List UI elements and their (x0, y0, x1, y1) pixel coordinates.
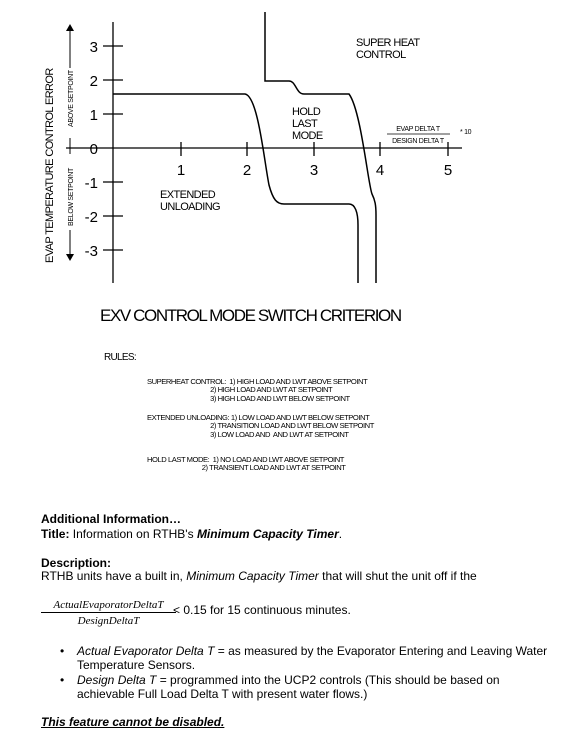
bullet1-text: = as measured by the Evaporator Entering and Leaving Water Temperature Sensors. (77, 644, 548, 672)
extended-region-label: UNLOADING (160, 201, 220, 213)
x-tick-label: 2 (242, 162, 252, 179)
y-tick-label: 3 (89, 39, 98, 56)
desc-emphasis: Minimum Capacity Timer (186, 569, 319, 583)
y-axis-label: EVAP TEMPERATURE CONTROL ERROR (44, 68, 56, 263)
y-tick-label: -2 (84, 209, 98, 226)
desc-prefix: RTHB units have a built in, (41, 569, 183, 583)
exv-control-diagram (0, 0, 574, 300)
title-prefix: Information on RTHB's (72, 527, 194, 541)
desc-suffix: that will shut the unit off if the (322, 569, 477, 583)
superheat-region-label: CONTROL (356, 49, 406, 61)
rules-header: RULES: (104, 352, 136, 363)
y-tick-label: 2 (89, 73, 98, 90)
up-arrow-icon (66, 24, 74, 31)
y-tick-label: -1 (84, 175, 98, 192)
bullet-dot: • (60, 644, 65, 658)
diagram-title: EXV CONTROL MODE SWITCH CRITERION (100, 306, 401, 325)
final-note: This feature cannot be disabled. (41, 715, 225, 729)
hold-last-mode-rules: HOLD LAST MODE: 1) NO LOAD AND LWT ABOVE SETPOINT 2) TRANSIENT LOAD AND LWT AT SETPOINT (147, 455, 346, 473)
bullet-dot: • (60, 673, 65, 687)
hold-region-label: MODE (292, 130, 323, 142)
ratio-multiplier: * 10 (460, 129, 472, 136)
y-tick-label: 1 (89, 107, 98, 124)
bullet-actual-delta-t (77, 644, 557, 672)
y-tick-label: -3 (84, 243, 98, 260)
below-setpoint-label: BELOW SETPOINT (68, 167, 75, 226)
fraction-denominator: DesignDeltaT (77, 615, 140, 627)
bullet2-emphasis: Design Delta T (77, 673, 157, 687)
title-emphasis: Minimum Capacity Timer (196, 527, 339, 541)
x-tick-label: 5 (443, 162, 453, 179)
x-tick-label: 3 (309, 162, 319, 179)
fraction-condition: < 0.15 for 15 continuous minutes. (173, 603, 351, 617)
info-title-line (41, 527, 342, 541)
additional-info-header: Additional Information… (41, 512, 181, 526)
extended-region-label: EXTENDED (160, 189, 216, 201)
description-text (41, 569, 477, 583)
title-suffix: . (338, 527, 343, 541)
above-setpoint-label: ABOVE SETPOINT (68, 70, 75, 127)
ratio-numerator: EVAP DELTA T (396, 126, 440, 133)
down-arrow-icon (66, 254, 74, 261)
hold-region-label: HOLD (292, 106, 321, 118)
fraction-numerator: ActualEvaporatorDeltaT (41, 599, 176, 613)
bullet2-text: = programmed into the UCP2 controls (This should be based on achievable Full Load Delta T with present water flows.) (77, 673, 500, 701)
x-tick-label: 1 (176, 162, 186, 179)
extended-unloading-rules: EXTENDED UNLOADING: 1) LOW LOAD AND LWT BELOW SETPOINT 2) TRANSITION LOAD AND LWT BELOW SETPOINT 3) LOW LOAD AND AND LWT AT SETPOINT (147, 413, 374, 439)
hold-region-label: LAST (292, 118, 318, 130)
delta-t-fraction (41, 599, 176, 627)
superheat-region-label: SUPER HEAT (356, 37, 420, 49)
bullet1-emphasis: Actual Evaporator Delta T (77, 644, 215, 658)
superheat-rules: SUPERHEAT CONTROL: 1) HIGH LOAD AND LWT ABOVE SETPOINT 2) HIGH LOAD AND LWT AT SETPOINT 3) HIGH LOAD AND LWT BELOW SETPOINT (147, 377, 368, 403)
description-header: Description: (41, 556, 112, 570)
title-label: Title: (41, 527, 70, 541)
bullet-design-delta-t (77, 673, 557, 701)
extended-unloading-boundary (113, 94, 358, 283)
x-tick-label: 4 (375, 162, 385, 179)
y-tick-label: 0 (89, 141, 98, 158)
ratio-denominator: DESIGN DELTA T (392, 138, 444, 145)
